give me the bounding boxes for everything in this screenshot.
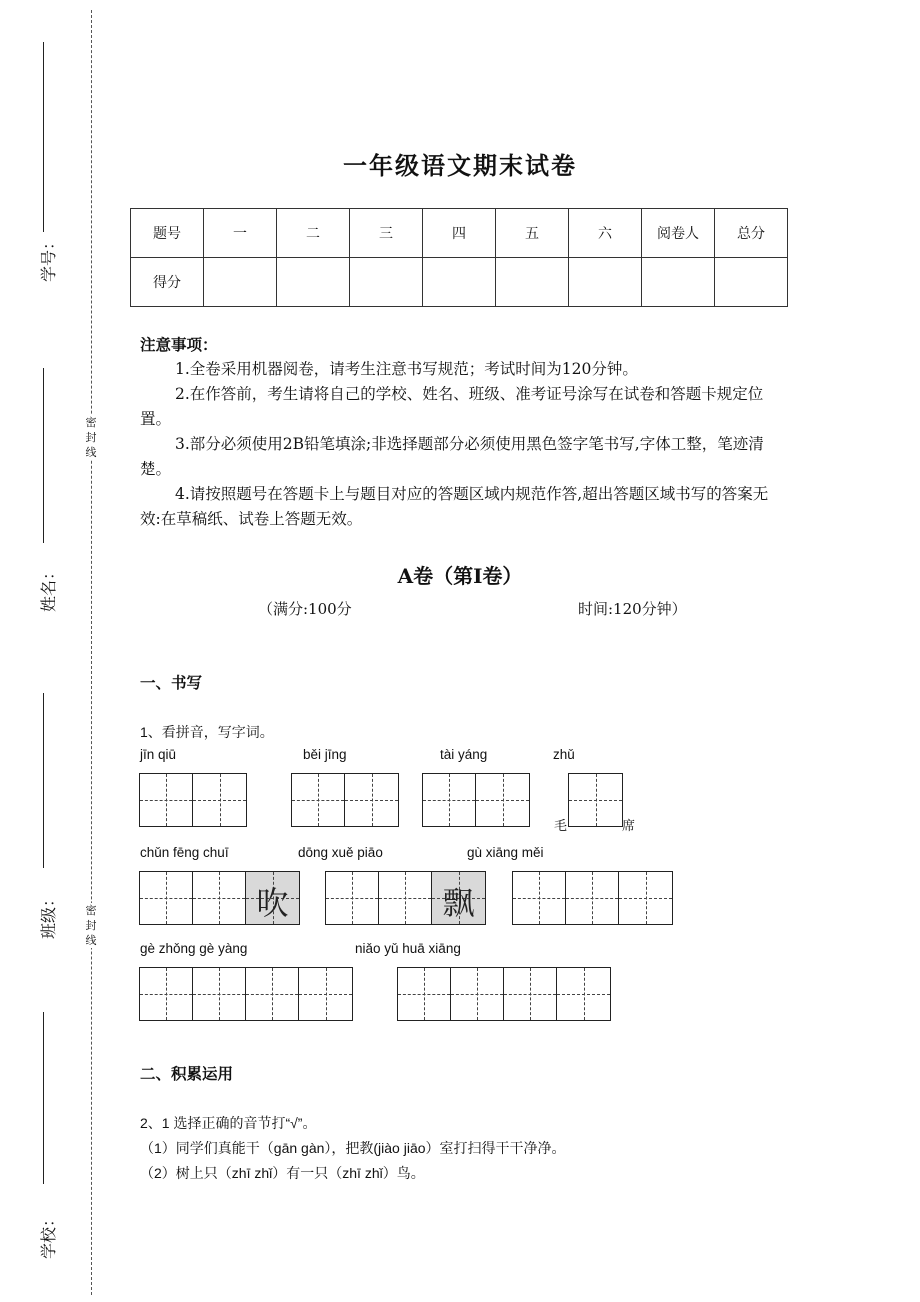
class-label: 班级：	[39, 890, 59, 940]
hint-char-after: 席	[622, 818, 636, 833]
writing-grid	[325, 871, 486, 925]
time-text: 时间:120分钟）	[578, 600, 687, 618]
table-cell: 一	[204, 209, 277, 258]
writing-cell[interactable]	[557, 968, 610, 1020]
pinyin-label: gè zhǒng gè yàng	[140, 941, 248, 956]
writing-cell[interactable]	[504, 968, 557, 1020]
question-2-item: （2）树上只（zhī zhǐ）有一只（zhī zhǐ）鸟。	[140, 1165, 425, 1181]
writing-cell[interactable]	[299, 968, 352, 1020]
writing-cell[interactable]	[326, 872, 379, 924]
table-cell: 五	[496, 209, 569, 258]
score-table-header-row	[131, 209, 788, 258]
writing-cell[interactable]	[379, 872, 432, 924]
table-cell: 题号	[131, 209, 204, 258]
given-char: 飘	[442, 884, 475, 922]
table-cell: 四	[423, 209, 496, 258]
full-score-text: （满分:100分	[258, 600, 352, 618]
writing-cell[interactable]	[246, 968, 299, 1020]
writing-grid	[139, 773, 247, 827]
pinyin-label: tài yáng	[440, 747, 488, 762]
exam-title: 一年级语文期末试卷	[343, 151, 577, 180]
score-cell[interactable]	[423, 258, 496, 307]
student-id-label: 学号：	[39, 233, 59, 283]
score-cell[interactable]	[715, 258, 788, 307]
score-cell[interactable]	[496, 258, 569, 307]
school-underline	[43, 1012, 44, 1184]
writing-grid	[139, 967, 353, 1021]
writing-cell[interactable]	[476, 774, 529, 826]
writing-grid	[422, 773, 530, 827]
table-cell: 三	[350, 209, 423, 258]
section2-heading: 二、积累运用	[140, 1064, 234, 1083]
score-cell[interactable]	[204, 258, 277, 307]
writing-cell[interactable]	[423, 774, 476, 826]
binding-dashed-line	[91, 10, 92, 1295]
writing-cell[interactable]	[140, 872, 193, 924]
notice-block	[140, 332, 785, 532]
writing-cell[interactable]	[451, 968, 504, 1020]
writing-cell[interactable]	[566, 872, 619, 924]
writing-cell[interactable]	[619, 872, 672, 924]
notice-item: 2.在作答前，考生请将自己的学校、姓名、班级、准考证号涂写在试卷和答题卡规定位置。	[140, 385, 764, 428]
notice-item: 4.请按照题号在答题卡上与题目对应的答题区域内规范作答,超出答题区域书写的答案无效:在草稿纸、试卷上答题无效。	[140, 485, 769, 528]
table-cell: 六	[569, 209, 642, 258]
writing-cell[interactable]	[193, 968, 246, 1020]
notice-item: 1.全卷采用机器阅卷，请考生注意书写规范；考试时间为120分钟。	[175, 360, 638, 378]
score-cell[interactable]	[277, 258, 350, 307]
writing-cell[interactable]	[193, 774, 246, 826]
table-cell: 总分	[715, 209, 788, 258]
score-cell[interactable]	[350, 258, 423, 307]
hint-char-before: 毛	[554, 818, 568, 833]
question-2-item: （1）同学们真能干（gān gàn），把教(jiào jiāo）室打扫得干干净净。	[140, 1140, 566, 1156]
writing-grid	[568, 773, 623, 827]
writing-cell[interactable]	[513, 872, 566, 924]
score-table	[130, 208, 788, 307]
question-2: 2、1 选择正确的音节打“√”。	[140, 1115, 317, 1131]
pinyin-label: dōng xuě piāo	[298, 845, 383, 860]
writing-grid	[139, 871, 300, 925]
writing-cell[interactable]	[569, 774, 622, 826]
writing-grid	[397, 967, 611, 1021]
class-underline	[43, 693, 44, 868]
score-cell[interactable]	[569, 258, 642, 307]
pinyin-label: gù xiāng měi	[467, 845, 544, 860]
score-table-score-row	[131, 258, 788, 307]
score-row-label: 得分	[131, 258, 204, 307]
writing-cell[interactable]	[140, 774, 193, 826]
writing-grid	[512, 871, 673, 925]
pinyin-label: chǔn fēng chuī	[140, 845, 229, 860]
writing-cell[interactable]	[345, 774, 398, 826]
writing-cell[interactable]	[140, 968, 193, 1020]
seal-text-upper: 密 封 线	[85, 416, 97, 459]
table-cell: 二	[277, 209, 350, 258]
pinyin-label: běi jīng	[303, 747, 347, 762]
score-cell[interactable]	[642, 258, 715, 307]
pinyin-label: niǎo yǔ huā xiāng	[355, 941, 461, 956]
given-char-cell	[432, 872, 485, 924]
pinyin-label: jīn qiū	[140, 747, 177, 762]
writing-cell[interactable]	[193, 872, 246, 924]
student-id-underline	[43, 42, 44, 232]
table-cell: 阅卷人	[642, 209, 715, 258]
writing-cell[interactable]	[292, 774, 345, 826]
question-1: 1、看拼音，写字词。	[140, 724, 274, 740]
notice-item: 3.部分必须使用2B铅笔填涂;非选择题部分必须使用黑色签字笔书写,字体工整，笔迹清楚。	[140, 435, 764, 478]
writing-grid	[291, 773, 399, 827]
given-char: 吹	[256, 884, 289, 922]
given-char-cell	[246, 872, 299, 924]
notice-heading: 注意事项：	[140, 335, 218, 354]
school-label: 学校：	[39, 1210, 59, 1260]
seal-text-lower: 密 封 线	[85, 904, 97, 947]
name-underline	[43, 368, 44, 543]
writing-cell[interactable]	[398, 968, 451, 1020]
section1-heading: 一、书写	[140, 673, 203, 692]
name-label: 姓名：	[39, 563, 59, 613]
paper-a-title: A卷（第Ⅰ卷）	[397, 564, 523, 588]
pinyin-label: zhǔ	[553, 747, 575, 762]
